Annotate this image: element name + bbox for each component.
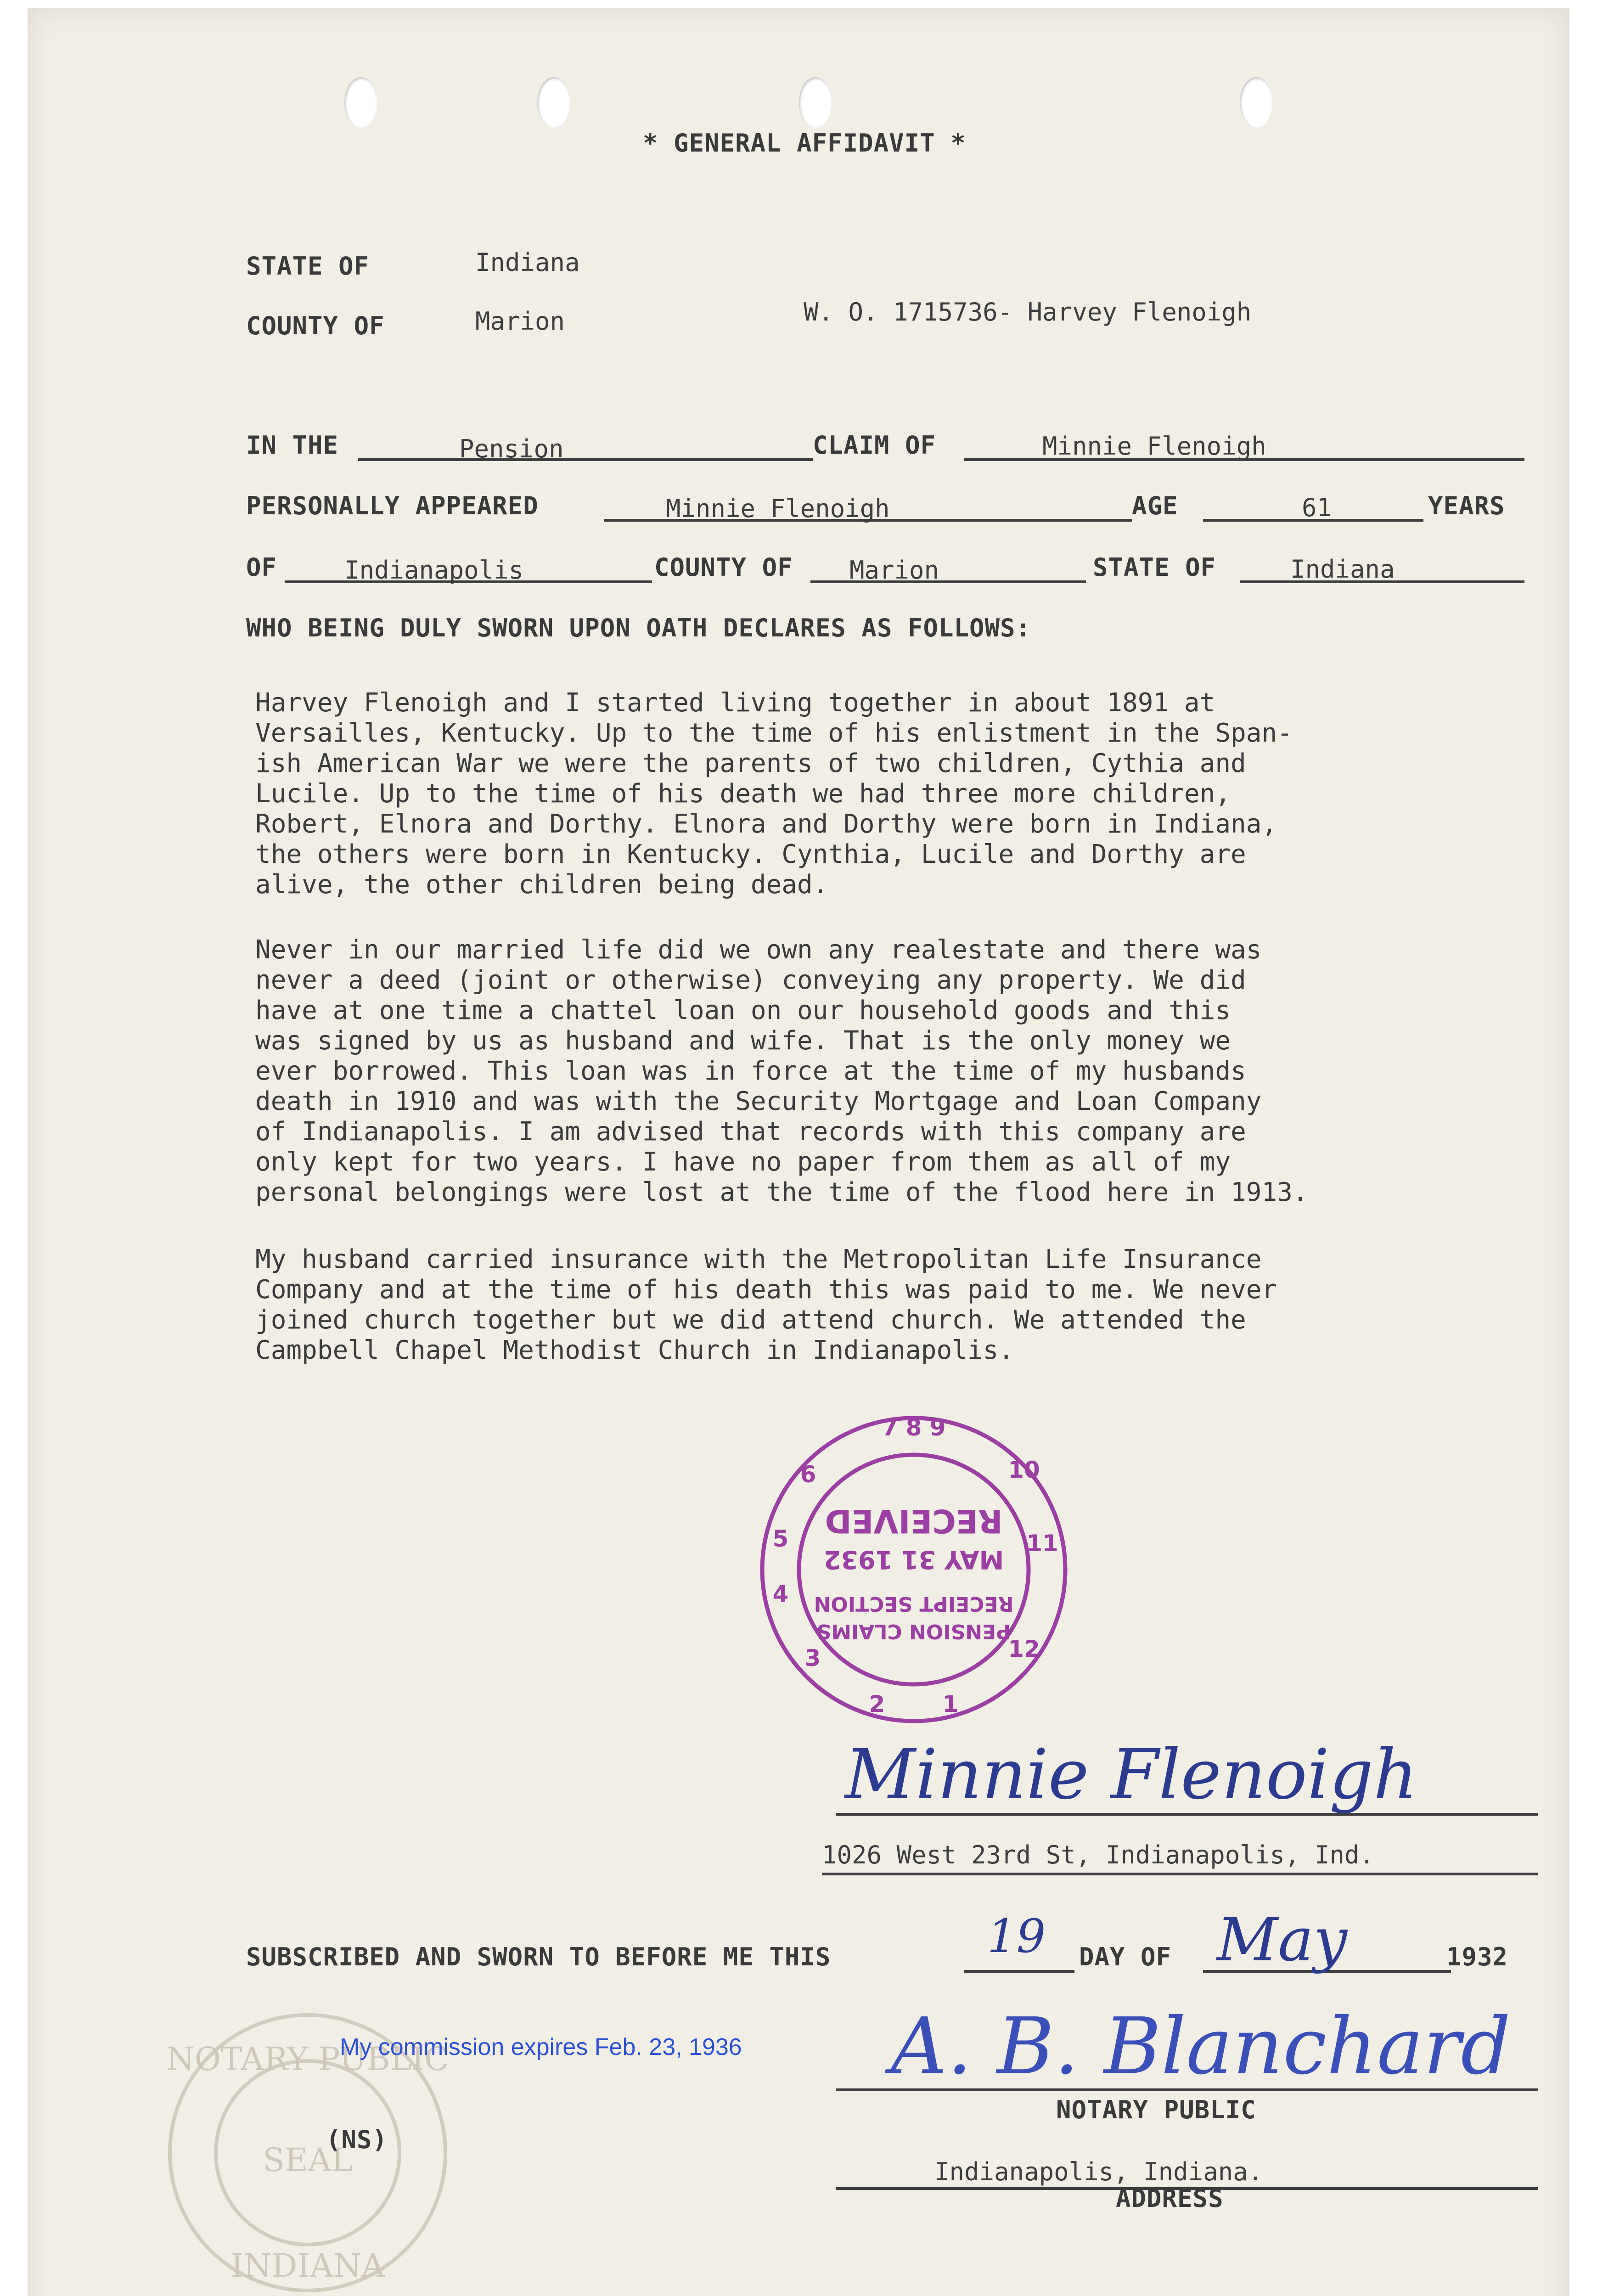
- paragraph-line: the others were born in Kentucky. Cynthia, Lucile and Dorthy are: [255, 839, 1246, 869]
- county-label: COUNTY OF: [246, 311, 385, 340]
- claimant-value: Minnie Flenoigh: [1042, 432, 1266, 461]
- county-value: Marion: [475, 307, 565, 336]
- svg-text:5: 5: [772, 1525, 789, 1552]
- seal-text-notary: NOTARY PUBLIC: [166, 2040, 449, 2078]
- svg-text:4: 4: [772, 1581, 789, 1607]
- received-stamp: [744, 1400, 1084, 1739]
- oath-heading: WHO BEING DULY SWORN UPON OATH DECLARES AS FOLLOWS:: [246, 613, 1031, 642]
- paragraph-3: [255, 1244, 1541, 1366]
- claimant-signature: Minnie Flenoigh: [845, 1735, 1418, 1815]
- commission-stamp: My commission expires Feb. 23, 1936: [340, 2034, 742, 2060]
- paragraph-line: Versailles, Kentucky. Up to the time of his enlistment in the Span-: [255, 718, 1293, 748]
- paragraph-line: of Indianapolis. I am advised that records with this company are: [255, 1117, 1246, 1147]
- state-of-label: STATE OF: [1093, 553, 1216, 582]
- paragraph-line: have at one time a chattel loan on our household goods and this: [255, 996, 1231, 1025]
- paragraph-1: [255, 688, 1541, 900]
- city-value: Indianapolis: [344, 556, 524, 585]
- stamp-text-section: RECEIPT SECTION: [814, 1592, 1014, 1615]
- seal-text-state: INDIANA: [231, 2247, 385, 2285]
- stamp-text-pension: PENSION CLAIMS: [816, 1620, 1011, 1643]
- paragraph-line: Harvey Flenoigh and I started living together in about 1891 at: [255, 688, 1215, 718]
- paragraph-line: personal belongings were lost at the time of the flood here in 1913.: [255, 1177, 1308, 1207]
- stamp-text-received: RECEIVED: [825, 1502, 1003, 1540]
- svg-text:11: 11: [1026, 1530, 1058, 1557]
- claim-of-label: CLAIM OF: [813, 431, 936, 460]
- stamp-text-date: MAY 31 1932: [823, 1545, 1004, 1574]
- punch-hole: [344, 77, 377, 128]
- day-of-label: DAY OF: [1079, 1942, 1172, 1971]
- paragraph-line: Lucile. Up to the time of his death we had three more children,: [255, 779, 1231, 809]
- paragraph-2: [255, 935, 1541, 1208]
- punch-hole: [799, 77, 832, 128]
- claim-state-value: Indiana: [1290, 555, 1395, 584]
- sworn-year: 1932: [1446, 1942, 1508, 1971]
- paragraph-line: My husband carried insurance with the Metropolitan Life Insurance: [255, 1244, 1262, 1274]
- underline: [822, 1873, 1538, 1875]
- address-label: ADDRESS: [1116, 2184, 1224, 2213]
- notary-address: Indianapolis, Indiana.: [934, 2157, 1263, 2186]
- in-the-label: IN THE: [246, 431, 339, 460]
- of-label: OF: [246, 553, 277, 582]
- paragraph-line: only kept for two years. I have no paper from them as all of my: [255, 1147, 1231, 1177]
- paragraph-line: alive, the other children being dead.: [255, 870, 828, 900]
- punch-hole: [1240, 77, 1273, 128]
- svg-text:3: 3: [804, 1645, 821, 1671]
- paragraph-line: ish American War we were the parents of two children, Cythia and: [255, 748, 1246, 778]
- claim-type-value: Pension: [459, 434, 564, 463]
- sworn-day: 19: [987, 1909, 1046, 1963]
- paragraph-line: Never in our married life did we own any realestate and there was: [255, 935, 1262, 965]
- paragraph-line: joined church together but we did attend church. We attended the: [255, 1305, 1246, 1335]
- appeared-value: Minnie Flenoigh: [666, 494, 890, 523]
- paragraph-line: ever borrowed. This loan was in force at the time of my husbands: [255, 1056, 1246, 1086]
- notary-public-label: NOTARY PUBLIC: [1056, 2095, 1256, 2124]
- age-value: 61: [1302, 493, 1332, 522]
- years-label: YEARS: [1428, 491, 1505, 520]
- ns-label: (NS): [326, 2125, 388, 2154]
- paragraph-line: Company and at the time of his death this was paid to me. We never: [255, 1275, 1277, 1305]
- paragraph-line: never a deed (joint or otherwise) conveying any property. We did: [255, 965, 1246, 995]
- signature-line: [836, 1813, 1538, 1816]
- subscribed-label: SUBSCRIBED AND SWORN TO BEFORE ME THIS: [246, 1942, 831, 1971]
- state-label: STATE OF: [246, 252, 370, 281]
- paragraph-line: was signed by us as husband and wife. That is the only money we: [255, 1026, 1231, 1056]
- personally-appeared-label: PERSONALLY APPEARED: [246, 491, 539, 520]
- punch-hole: [537, 77, 570, 128]
- svg-text:1: 1: [942, 1691, 959, 1717]
- notary-signature: A. B. Blanchard: [891, 2001, 1511, 2092]
- svg-text:6: 6: [800, 1461, 816, 1488]
- document-page: [28, 8, 1569, 2296]
- age-label: AGE: [1132, 491, 1178, 520]
- signature-line: [836, 2088, 1538, 2091]
- paragraph-line: Robert, Elnora and Dorthy. Elnora and Dorthy were born in Indiana,: [255, 809, 1277, 839]
- svg-text:12: 12: [1008, 1636, 1040, 1662]
- paragraph-line: death in 1910 and was with the Security Mortgage and Loan Company: [255, 1086, 1262, 1116]
- claim-county-value: Marion: [849, 556, 939, 585]
- paragraph-line: Campbell Chapel Methodist Church in Indianapolis.: [255, 1335, 1014, 1365]
- underline: [358, 458, 813, 461]
- svg-text:10: 10: [1008, 1457, 1040, 1483]
- seal-text-seal: SEAL: [262, 2141, 353, 2179]
- sworn-month: May: [1217, 1905, 1348, 1975]
- document-title: * GENERAL AFFIDAVIT *: [643, 129, 966, 158]
- svg-text:2: 2: [869, 1691, 885, 1717]
- claimant-address: 1026 West 23rd St, Indianapolis, Ind.: [822, 1840, 1374, 1869]
- svg-text:7 8 9: 7 8 9: [882, 1414, 946, 1441]
- state-value: Indiana: [475, 248, 580, 277]
- case-number: W. O. 1715736- Harvey Flenoigh: [804, 298, 1252, 326]
- county-of-label: COUNTY OF: [654, 553, 793, 582]
- underline: [964, 1970, 1074, 1973]
